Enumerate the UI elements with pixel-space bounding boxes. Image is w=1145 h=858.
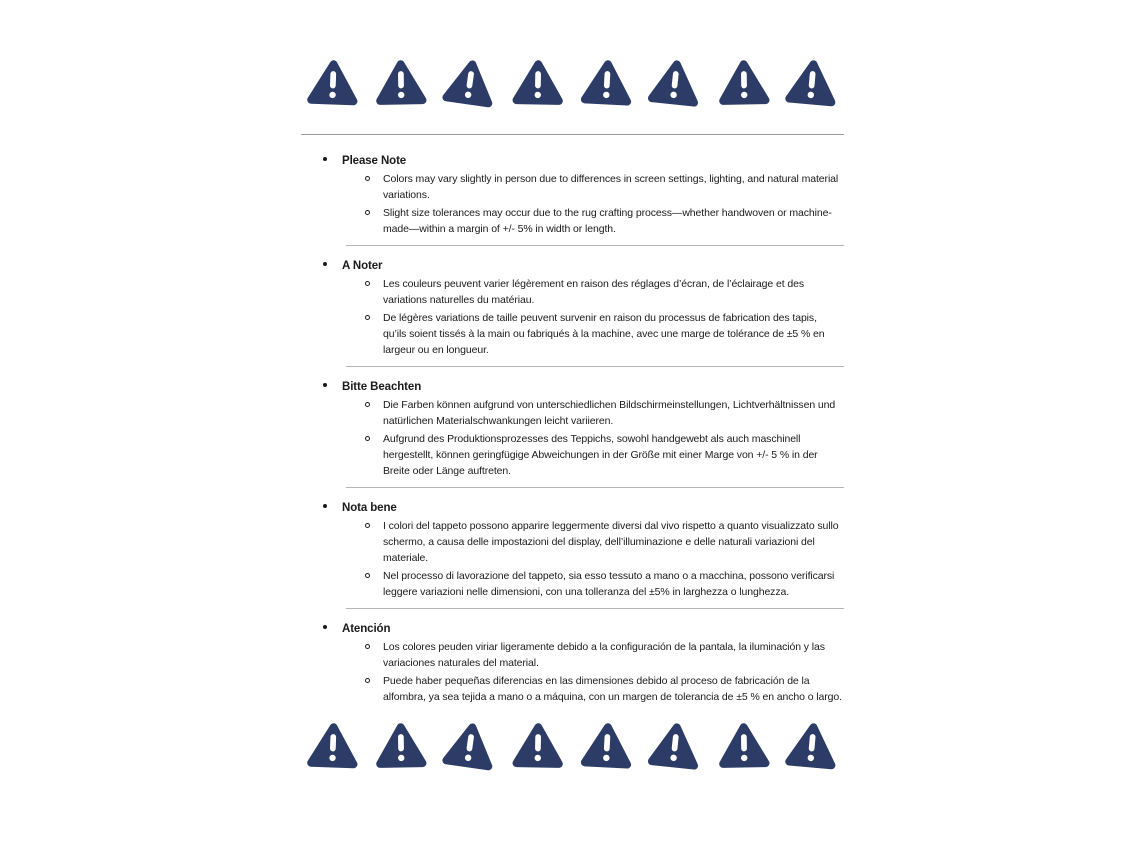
notice-item	[301, 639, 844, 671]
warning-triangle-icon	[306, 720, 360, 769]
bullet-circle-icon	[365, 523, 370, 528]
warning-triangle-icon	[441, 718, 499, 772]
warning-triangle-icon	[784, 719, 840, 770]
notice-item	[301, 397, 844, 429]
notice-text: Nel processo di lavorazione del tappeto, sia esso tessuto a mano o a macchina, possono verificarsi leggere variazioni nelle dimensioni, con una tolleranza del ±5% in larghezza o lunghezza.	[383, 570, 835, 598]
notice-item	[301, 276, 844, 308]
notice-text: I colori del tappeto possono apparire leggermente diversi dal vivo rispetto a quanto visualizzato sullo schermo, a causa delle impostazioni del display, dell’illuminazione e delle naturali variazioni del materiale.	[383, 520, 839, 564]
notice-section-spanish	[301, 621, 844, 705]
bullet-circle-icon	[365, 281, 370, 286]
section-divider	[346, 366, 844, 367]
notice-text: De légères variations de taille peuvent survenir en raison du processus de fabrication des tapis, qu’ils soient tissés à la main ou fabriqués à la machine, avec une marge de tolérance de ±5 % en largeur ou en longueur.	[383, 312, 825, 356]
warning-triangle-icon	[579, 57, 633, 107]
warning-triangle-icon	[647, 718, 704, 770]
warning-triangle-icon	[375, 721, 428, 769]
bullet-circle-icon	[365, 644, 370, 649]
notice-item	[301, 673, 844, 705]
warning-triangle-icon	[441, 55, 499, 109]
section-divider	[346, 245, 844, 246]
section-heading-row	[301, 621, 844, 637]
bullet-circle-icon	[365, 176, 370, 181]
notice-text: Los colores peuden viriar ligeramente debido a la configuración de la pantala, la iluminación y las variaciones naturales del material.	[383, 641, 825, 669]
bullet-circle-icon	[365, 315, 370, 320]
notice-text: Colors may vary slightly in person due to differences in screen settings, lighting, and natural material variations.	[383, 173, 839, 201]
notice-item	[301, 171, 844, 203]
top-divider	[301, 134, 844, 135]
document-page	[301, 58, 844, 775]
notice-section-english	[301, 153, 844, 246]
bullet-disc-icon	[323, 625, 327, 629]
section-heading: Please Note	[342, 155, 407, 167]
bullet-circle-icon	[365, 402, 370, 407]
warning-row-top	[301, 58, 844, 112]
warning-triangle-icon	[579, 720, 633, 770]
bullet-disc-icon	[323, 262, 327, 266]
notice-section-italian	[301, 500, 844, 609]
bullet-circle-icon	[365, 210, 370, 215]
warning-triangle-icon	[647, 55, 704, 107]
warning-triangle-icon	[512, 58, 565, 106]
notice-item	[301, 568, 844, 600]
notice-section-german	[301, 379, 844, 488]
notice-item	[301, 431, 844, 479]
warning-triangle-icon	[717, 721, 770, 769]
notice-text: Les couleurs peuvent varier légèrement en raison des réglages d’écran, de l’éclairage et des variations naturelles du matériau.	[383, 278, 804, 306]
notice-text: Slight size tolerances may occur due to the rug crafting process—whether handwoven or machine-made—within a margin of +/- 5% in width or length.	[383, 207, 832, 235]
notice-text: Puede haber pequeñas diferencias en las dimensiones debido al proceso de fabricación de la alfombra, ya sea tejida a mano o a máquina, con un margen de tolerancia de ±5 % en ancho o largo.	[383, 675, 842, 703]
bullet-circle-icon	[365, 573, 370, 578]
section-heading-row	[301, 379, 844, 395]
notice-text: Aufgrund des Produktionsprozesses des Teppichs, sowohl handgewebt als auch maschinell hergestellt, können geringfügige Abweichungen in der Größe mit einer Marge von +/- 5 % in der Breite oder Länge auftreten.	[383, 433, 818, 477]
section-heading-row	[301, 153, 844, 169]
bullet-disc-icon	[323, 504, 327, 508]
bullet-circle-icon	[365, 436, 370, 441]
section-heading: Nota bene	[342, 502, 397, 514]
section-heading-row	[301, 258, 844, 274]
bullet-disc-icon	[323, 383, 327, 387]
notice-item	[301, 518, 844, 566]
warning-triangle-icon	[784, 56, 840, 107]
warning-triangle-icon	[512, 721, 565, 769]
section-heading: Bitte Beachten	[342, 381, 422, 393]
bullet-circle-icon	[365, 678, 370, 683]
warning-triangle-icon	[375, 58, 428, 106]
warning-row-bottom	[301, 721, 844, 775]
section-heading-row	[301, 500, 844, 516]
warning-triangle-icon	[306, 57, 360, 106]
notice-text: Die Farben können aufgrund von unterschiedlichen Bildschirmeinstellungen, Lichtverhältnissen und natürlichen Materialschwankungen leicht variieren.	[383, 399, 836, 427]
notice-item	[301, 310, 844, 358]
notice-section-french	[301, 258, 844, 367]
section-heading: Atención	[342, 623, 391, 635]
section-divider	[346, 487, 844, 488]
warning-triangle-icon	[717, 58, 770, 106]
bullet-disc-icon	[323, 157, 327, 161]
section-heading: A Noter	[342, 260, 383, 272]
section-divider	[346, 608, 844, 609]
notice-item	[301, 205, 844, 237]
